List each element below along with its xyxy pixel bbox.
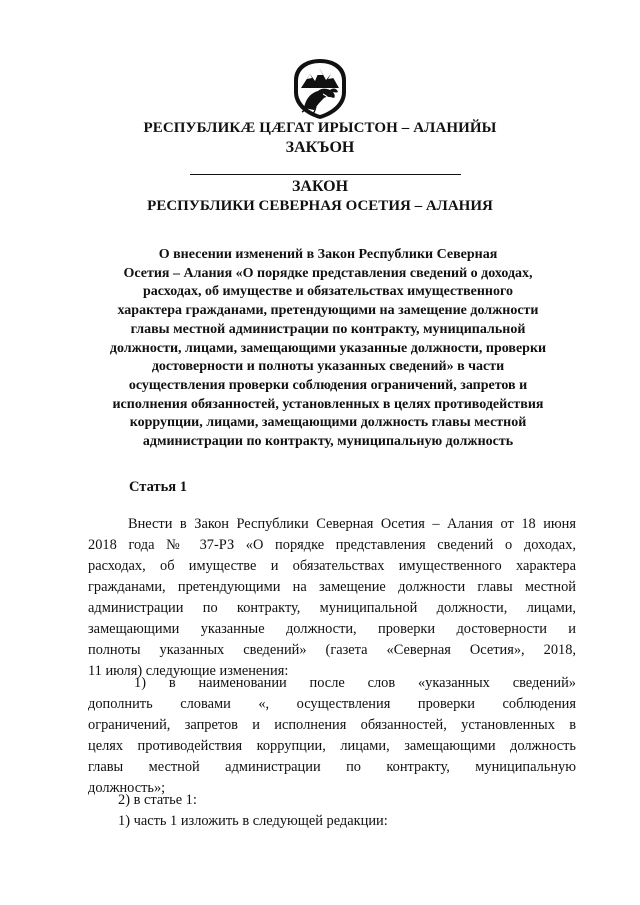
paragraph-line: 11 июля) следующие изменения: <box>88 663 289 679</box>
title-line: исполнения обязанностей, установленных в целях противодействия <box>112 396 544 412</box>
paragraph-line: должность»; <box>88 780 166 796</box>
coat-of-arms-icon <box>290 58 350 120</box>
title-line: Осетия – Алания «О порядке представления сведений о доходах, <box>123 265 533 281</box>
header-ossetian-line2: ЗАКЪОН <box>285 139 355 156</box>
title-line: коррупции, лицами, замещающими должность главы местной <box>129 415 527 431</box>
paragraph-line: замещающими указанные должности, проверки достоверности и <box>88 621 576 637</box>
title-line: осуществления проверки соблюдения ограничений, запретов и <box>128 377 528 393</box>
header-divider <box>190 174 461 175</box>
paragraph-line: дополнить словами «, осуществления проверки соблюдения <box>88 696 576 712</box>
paragraph-line: 1) в наименовании после слов «указанных сведений» <box>134 675 576 691</box>
law-title <box>88 246 568 452</box>
title-line: должности, лицами, замещающими указанные должности, проверки <box>109 340 547 356</box>
header-ossetian-line1: РЕСПУБЛИКӔ ЦӔГАТ ИРЫСТОН – АЛАНИЙЫ <box>143 120 497 136</box>
paragraph-item-1 <box>88 673 576 799</box>
paragraph-line: Внести в Закон Республики Северная Осетия – Алания от 18 июня <box>128 516 576 532</box>
paragraph-line: главы местной администрации по контракту, муниципальную <box>88 759 576 775</box>
title-line: главы местной администрации по контракту, муниципальной <box>130 321 526 337</box>
paragraph-main <box>88 514 576 682</box>
paragraph-line: администрации по контракту, муниципальной должности, лицами, <box>88 600 576 616</box>
paragraph-line: расходах, об имуществе и обязательствах имущественного характера <box>88 558 576 574</box>
paragraph-line: 2018 года № 37-РЗ «О порядке представления сведений о доходах, <box>88 537 576 553</box>
paragraph-item-3: 1) часть 1 изложить в следующей редакции: <box>118 813 388 829</box>
paragraph-item-2: 2) в статье 1: <box>118 792 197 808</box>
paragraph-line: гражданами, претендующими на замещение должности главы местной <box>88 579 576 595</box>
title-line: администрации по контракту, муниципальную должность <box>142 434 514 450</box>
paragraph-items-tail <box>118 790 606 832</box>
paragraph-line: целях противодействия коррупции, лицами, замещающими должность <box>88 738 576 754</box>
header-russian-line2: РЕСПУБЛИКИ СЕВЕРНАЯ ОСЕТИЯ – АЛАНИЯ <box>147 198 493 214</box>
paragraph-line: полноты указанных сведений» (газета «Северная Осетия», 2018, <box>88 642 576 658</box>
title-line: О внесении изменений в Закон Республики Северная <box>158 247 498 262</box>
title-line: характера гражданами, претендующими на замещение должности <box>117 303 539 319</box>
article-heading: Статья 1 <box>129 479 187 495</box>
title-line: достоверности и полноты указанных сведений» в части <box>151 359 505 375</box>
title-line: расходах, об имуществе и обязательствах имущественного <box>142 284 513 300</box>
paragraph-line: ограничений, запретов и исполнения обязанностей, установленных в <box>88 717 576 733</box>
header-russian-line1: ЗАКОН <box>291 178 349 195</box>
